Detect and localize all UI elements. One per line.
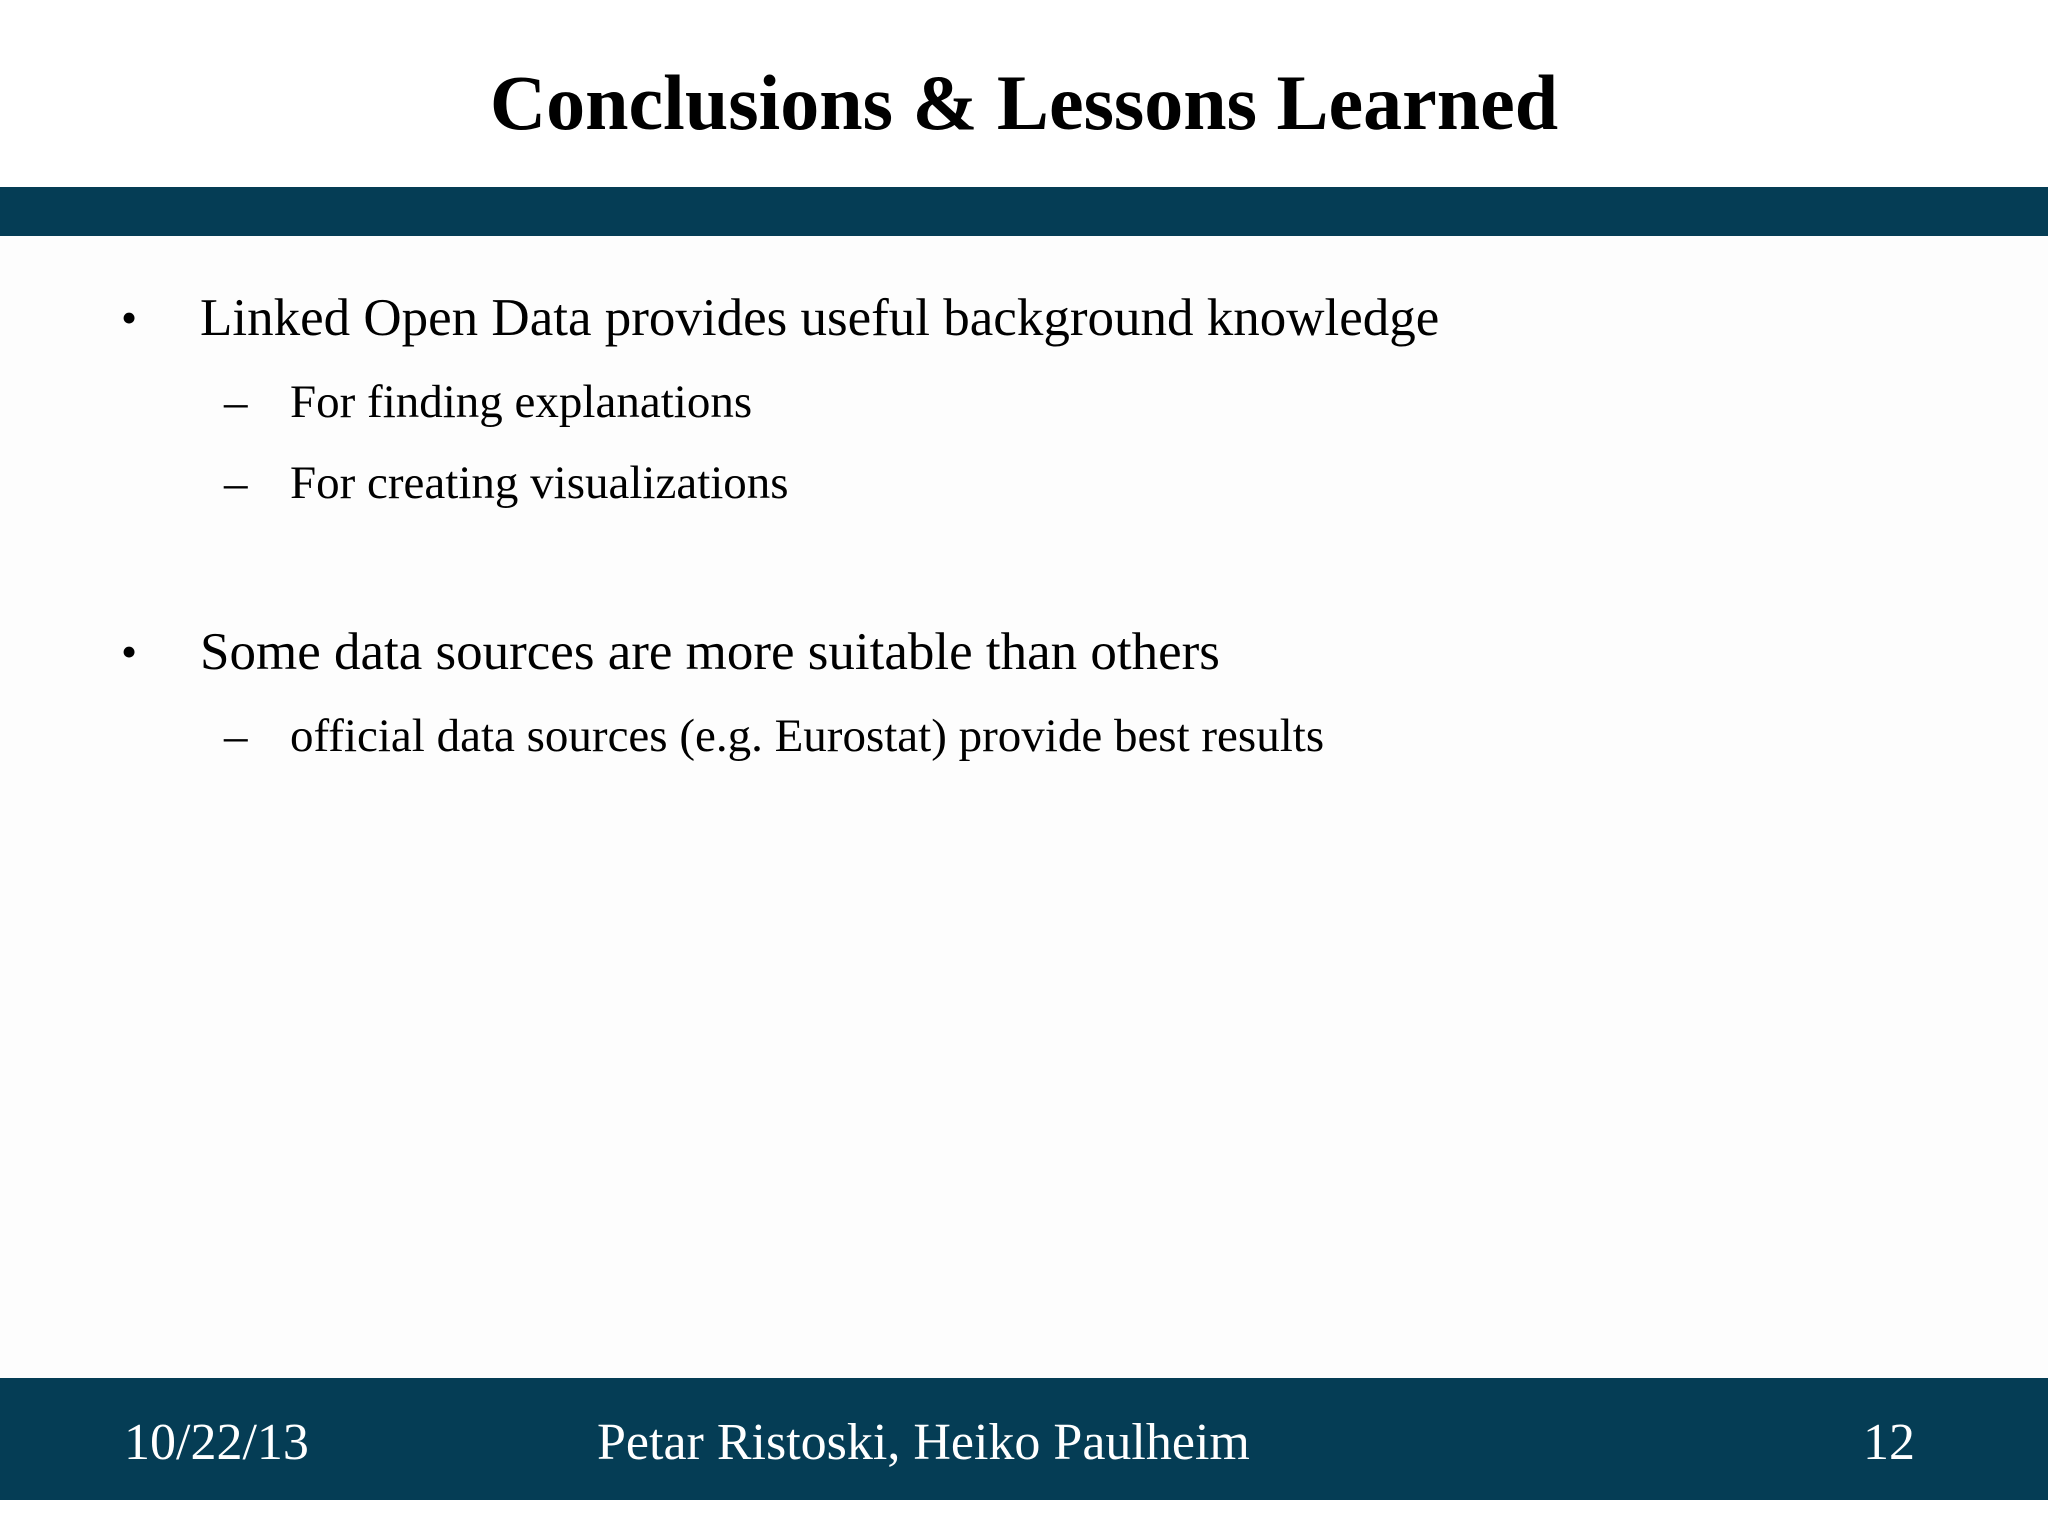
sub-bullet-text: For creating visualizations [290,457,789,509]
slide-content [0,236,2048,1378]
sub-bullet-item [224,373,753,431]
bullet-item [121,286,1440,350]
sub-bullet-text: official data sources (e.g. Eurostat) provide best results [290,710,1325,762]
title-area [0,0,2048,187]
slide-title: Conclusions & Lessons Learned [489,59,1559,146]
sub-bullet-marker: – [224,710,248,762]
bullet-marker: • [121,626,138,677]
sub-bullet-marker: – [224,457,248,509]
sub-bullet-item [224,454,789,512]
footer-bar [0,1378,2048,1500]
sub-bullet-text: For finding explanations [290,376,753,428]
bottom-margin [0,1500,2048,1536]
footer-authors: Petar Ristoski, Heiko Paulheim [597,1414,1250,1471]
bullet-marker: • [121,292,138,343]
footer-page-number: 12 [1863,1414,1915,1471]
bullet-item [121,620,1220,684]
bullet-text: Some data sources are more suitable than others [200,623,1220,681]
title-divider-bar [0,187,2048,236]
bullet-text: Linked Open Data provides useful background knowledge [200,289,1440,347]
sub-bullet-marker: – [224,376,248,428]
sub-bullet-item [224,707,1325,765]
footer-date: 10/22/13 [124,1414,309,1471]
